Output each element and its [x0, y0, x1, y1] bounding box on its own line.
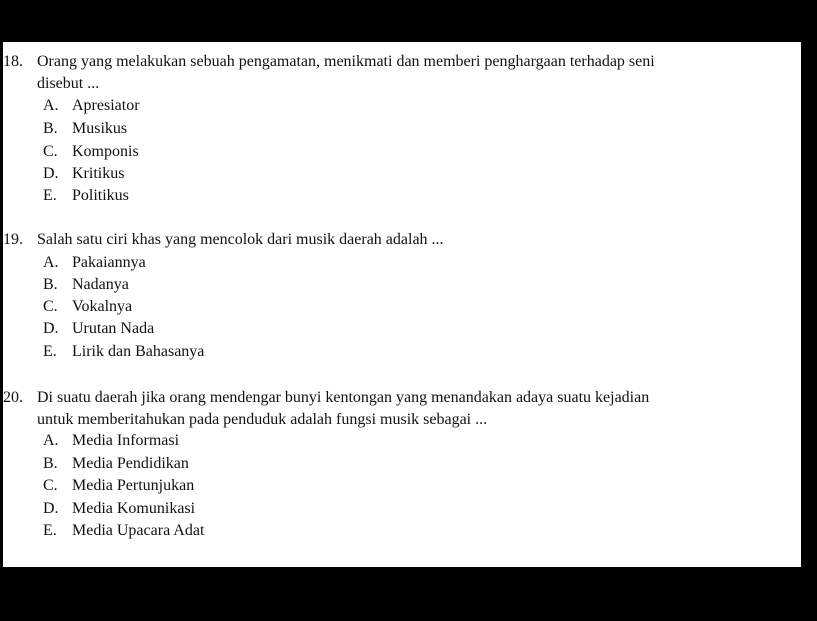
option-text: Media Pertunjukan: [72, 477, 195, 494]
document-page: [3, 42, 801, 567]
question-text-line1: Orang yang melakukan sebuah pengamatan, menikmati dan memberi penghargaan terhadap seni: [37, 53, 655, 70]
option-text: Apresiator: [72, 97, 140, 114]
option-letter: A.: [43, 254, 59, 271]
question-number: 19.: [3, 231, 23, 248]
question-stem: [3, 230, 801, 250]
option-letter: C.: [43, 477, 58, 494]
option-letter: A.: [43, 97, 59, 114]
option-text: Politikus: [72, 187, 129, 204]
question-text-line2: disebut ...: [37, 75, 100, 92]
option-text: Kritikus: [72, 165, 125, 182]
option-text: Lirik dan Bahasanya: [72, 343, 205, 360]
option-letter: C.: [43, 143, 58, 160]
option-text: Vokalnya: [72, 298, 133, 315]
option-text: Komponis: [72, 143, 139, 160]
option-text: Nadanya: [72, 276, 129, 293]
option-letter: D.: [43, 165, 59, 182]
option-letter: E.: [43, 522, 57, 539]
option-text: Pakaiannya: [72, 254, 146, 271]
option-letter: A.: [43, 432, 59, 449]
option-text: Media Pendidikan: [72, 455, 189, 472]
option-text: Urutan Nada: [72, 320, 155, 337]
option-letter: E.: [43, 187, 57, 204]
question-stem: [3, 388, 801, 428]
option-text: Media Informasi: [72, 432, 180, 449]
option-text: Media Upacara Adat: [72, 522, 205, 539]
option-letter: D.: [43, 320, 59, 337]
question-text-line2: untuk memberitahukan pada penduduk adalah fungsi musik sebagai ...: [37, 411, 488, 428]
option-letter: C.: [43, 298, 58, 315]
question-number: 20.: [3, 389, 23, 406]
option-text: Musikus: [72, 120, 128, 137]
question-text-line1: Di suatu daerah jika orang mendengar bunyi kentongan yang menandakan adaya suatu kejadian: [37, 389, 650, 406]
question-stem: [3, 52, 801, 92]
option-letter: B.: [43, 455, 58, 472]
option-letter: D.: [43, 500, 59, 517]
option-letter: E.: [43, 343, 57, 360]
option-text: Media Komunikasi: [72, 500, 196, 517]
option-letter: B.: [43, 276, 58, 293]
question-number: 18.: [3, 53, 23, 70]
question-text-line1: Salah satu ciri khas yang mencolok dari musik daerah adalah ...: [37, 231, 444, 248]
option-letter: B.: [43, 120, 58, 137]
